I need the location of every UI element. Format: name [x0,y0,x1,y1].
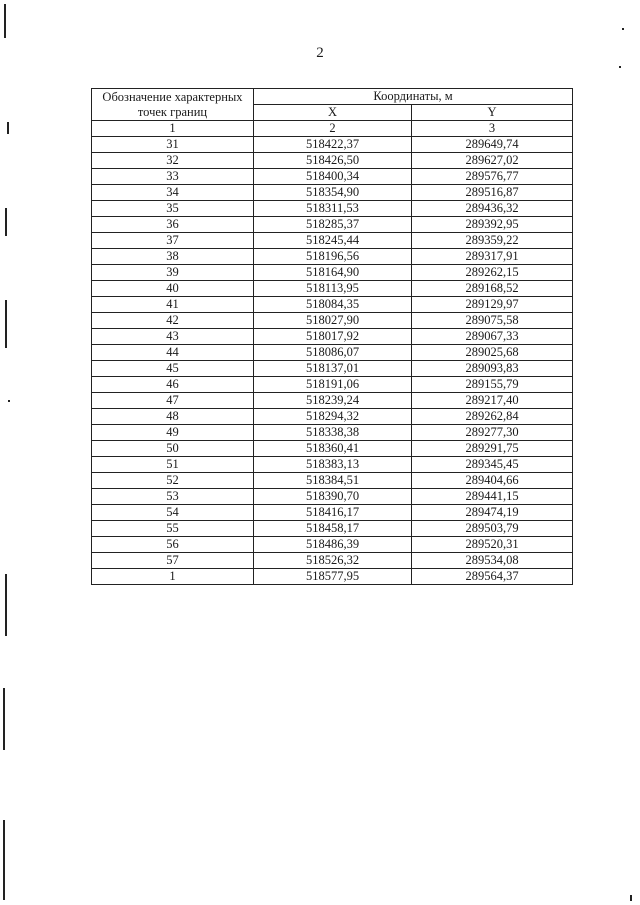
table-row [92,201,573,217]
scan-artifact [3,688,5,750]
table-row [92,393,573,409]
cell-point: 51 [92,457,254,473]
table-header [92,89,573,137]
page-number: 2 [316,45,324,61]
cell-y: 289075,58 [412,313,573,329]
cell-point: 41 [92,297,254,313]
table-row [92,345,573,361]
cell-point: 57 [92,553,254,569]
table-row [92,329,573,345]
cell-x: 518294,32 [254,409,412,425]
cell-x: 518084,35 [254,297,412,313]
cell-point: 1 [92,569,254,585]
cell-point: 50 [92,441,254,457]
cell-y: 289262,84 [412,409,573,425]
cell-point: 42 [92,313,254,329]
header-coordinates: Координаты, м [254,89,573,105]
cell-y: 289441,15 [412,489,573,505]
cell-y: 289093,83 [412,361,573,377]
cell-x: 518360,41 [254,441,412,457]
table-row [92,169,573,185]
cell-x: 518422,37 [254,137,412,153]
cell-x: 518354,90 [254,185,412,201]
cell-y: 289520,31 [412,537,573,553]
cell-y: 289359,22 [412,233,573,249]
table-row [92,233,573,249]
cell-x: 518400,34 [254,169,412,185]
scan-artifact [630,895,632,901]
cell-y: 289392,95 [412,217,573,233]
cell-point: 45 [92,361,254,377]
cell-y: 289404,66 [412,473,573,489]
scan-artifact [5,300,7,348]
cell-x: 518383,13 [254,457,412,473]
cell-point: 56 [92,537,254,553]
table-row [92,313,573,329]
scan-artifact [622,28,624,30]
scan-artifact [8,400,10,402]
header-row-main [92,89,573,105]
header-point-designation: Обозначение характерных точек границ [92,89,254,121]
cell-x: 518458,17 [254,521,412,537]
cell-point: 44 [92,345,254,361]
table-row [92,281,573,297]
cell-x: 518416,17 [254,505,412,521]
cell-point: 46 [92,377,254,393]
cell-y: 289564,37 [412,569,573,585]
cell-y: 289291,75 [412,441,573,457]
cell-x: 518245,44 [254,233,412,249]
cell-y: 289025,68 [412,345,573,361]
cell-y: 289277,30 [412,425,573,441]
cell-x: 518239,24 [254,393,412,409]
cell-x: 518390,70 [254,489,412,505]
header-y: Y [412,105,573,121]
table-row [92,521,573,537]
table-body [92,137,573,585]
scan-artifact [619,66,621,68]
cell-x: 518086,07 [254,345,412,361]
cell-point: 52 [92,473,254,489]
cell-y: 289576,77 [412,169,573,185]
cell-x: 518017,92 [254,329,412,345]
cell-x: 518191,06 [254,377,412,393]
table-row [92,361,573,377]
cell-x: 518137,01 [254,361,412,377]
cell-y: 289503,79 [412,521,573,537]
cell-x: 518311,53 [254,201,412,217]
cell-x: 518338,38 [254,425,412,441]
cell-x: 518486,39 [254,537,412,553]
cell-y: 289649,74 [412,137,573,153]
cell-x: 518027,90 [254,313,412,329]
column-number-1: 1 [92,121,254,137]
table-row [92,249,573,265]
table-row [92,569,573,585]
cell-y: 289516,87 [412,185,573,201]
table-row [92,153,573,169]
scan-artifact [4,4,6,38]
cell-y: 289345,45 [412,457,573,473]
table-row [92,537,573,553]
cell-point: 37 [92,233,254,249]
cell-x: 518384,51 [254,473,412,489]
table-row [92,265,573,281]
cell-y: 289474,19 [412,505,573,521]
column-number-3: 3 [412,121,573,137]
cell-point: 49 [92,425,254,441]
cell-x: 518164,90 [254,265,412,281]
cell-x: 518196,56 [254,249,412,265]
table-row [92,553,573,569]
table-row [92,409,573,425]
cell-y: 289129,97 [412,297,573,313]
table-row [92,377,573,393]
cell-x: 518577,95 [254,569,412,585]
cell-point: 35 [92,201,254,217]
cell-y: 289168,52 [412,281,573,297]
cell-point: 36 [92,217,254,233]
cell-point: 48 [92,409,254,425]
cell-y: 289262,15 [412,265,573,281]
table-row [92,505,573,521]
cell-point: 34 [92,185,254,201]
table-row [92,185,573,201]
table-row [92,489,573,505]
cell-y: 289217,40 [412,393,573,409]
cell-y: 289067,33 [412,329,573,345]
cell-x: 518526,32 [254,553,412,569]
header-x: X [254,105,412,121]
cell-point: 39 [92,265,254,281]
scan-artifact [5,208,7,236]
cell-y: 289317,91 [412,249,573,265]
coordinates-table [91,88,573,585]
table-row [92,425,573,441]
cell-point: 31 [92,137,254,153]
table-row [92,473,573,489]
cell-point: 53 [92,489,254,505]
scan-artifact [5,574,7,636]
table-row [92,297,573,313]
column-number-2: 2 [254,121,412,137]
cell-y: 289436,32 [412,201,573,217]
table-row [92,217,573,233]
cell-point: 54 [92,505,254,521]
table-row [92,457,573,473]
cell-y: 289155,79 [412,377,573,393]
scan-artifact [7,122,9,134]
cell-point: 32 [92,153,254,169]
cell-point: 33 [92,169,254,185]
cell-x: 518426,50 [254,153,412,169]
scan-artifact [3,820,5,900]
cell-point: 43 [92,329,254,345]
cell-y: 289534,08 [412,553,573,569]
cell-point: 55 [92,521,254,537]
cell-point: 40 [92,281,254,297]
table-row [92,137,573,153]
table-row [92,441,573,457]
cell-x: 518113,95 [254,281,412,297]
cell-point: 38 [92,249,254,265]
cell-point: 47 [92,393,254,409]
cell-y: 289627,02 [412,153,573,169]
cell-x: 518285,37 [254,217,412,233]
header-row-column-numbers [92,121,573,137]
